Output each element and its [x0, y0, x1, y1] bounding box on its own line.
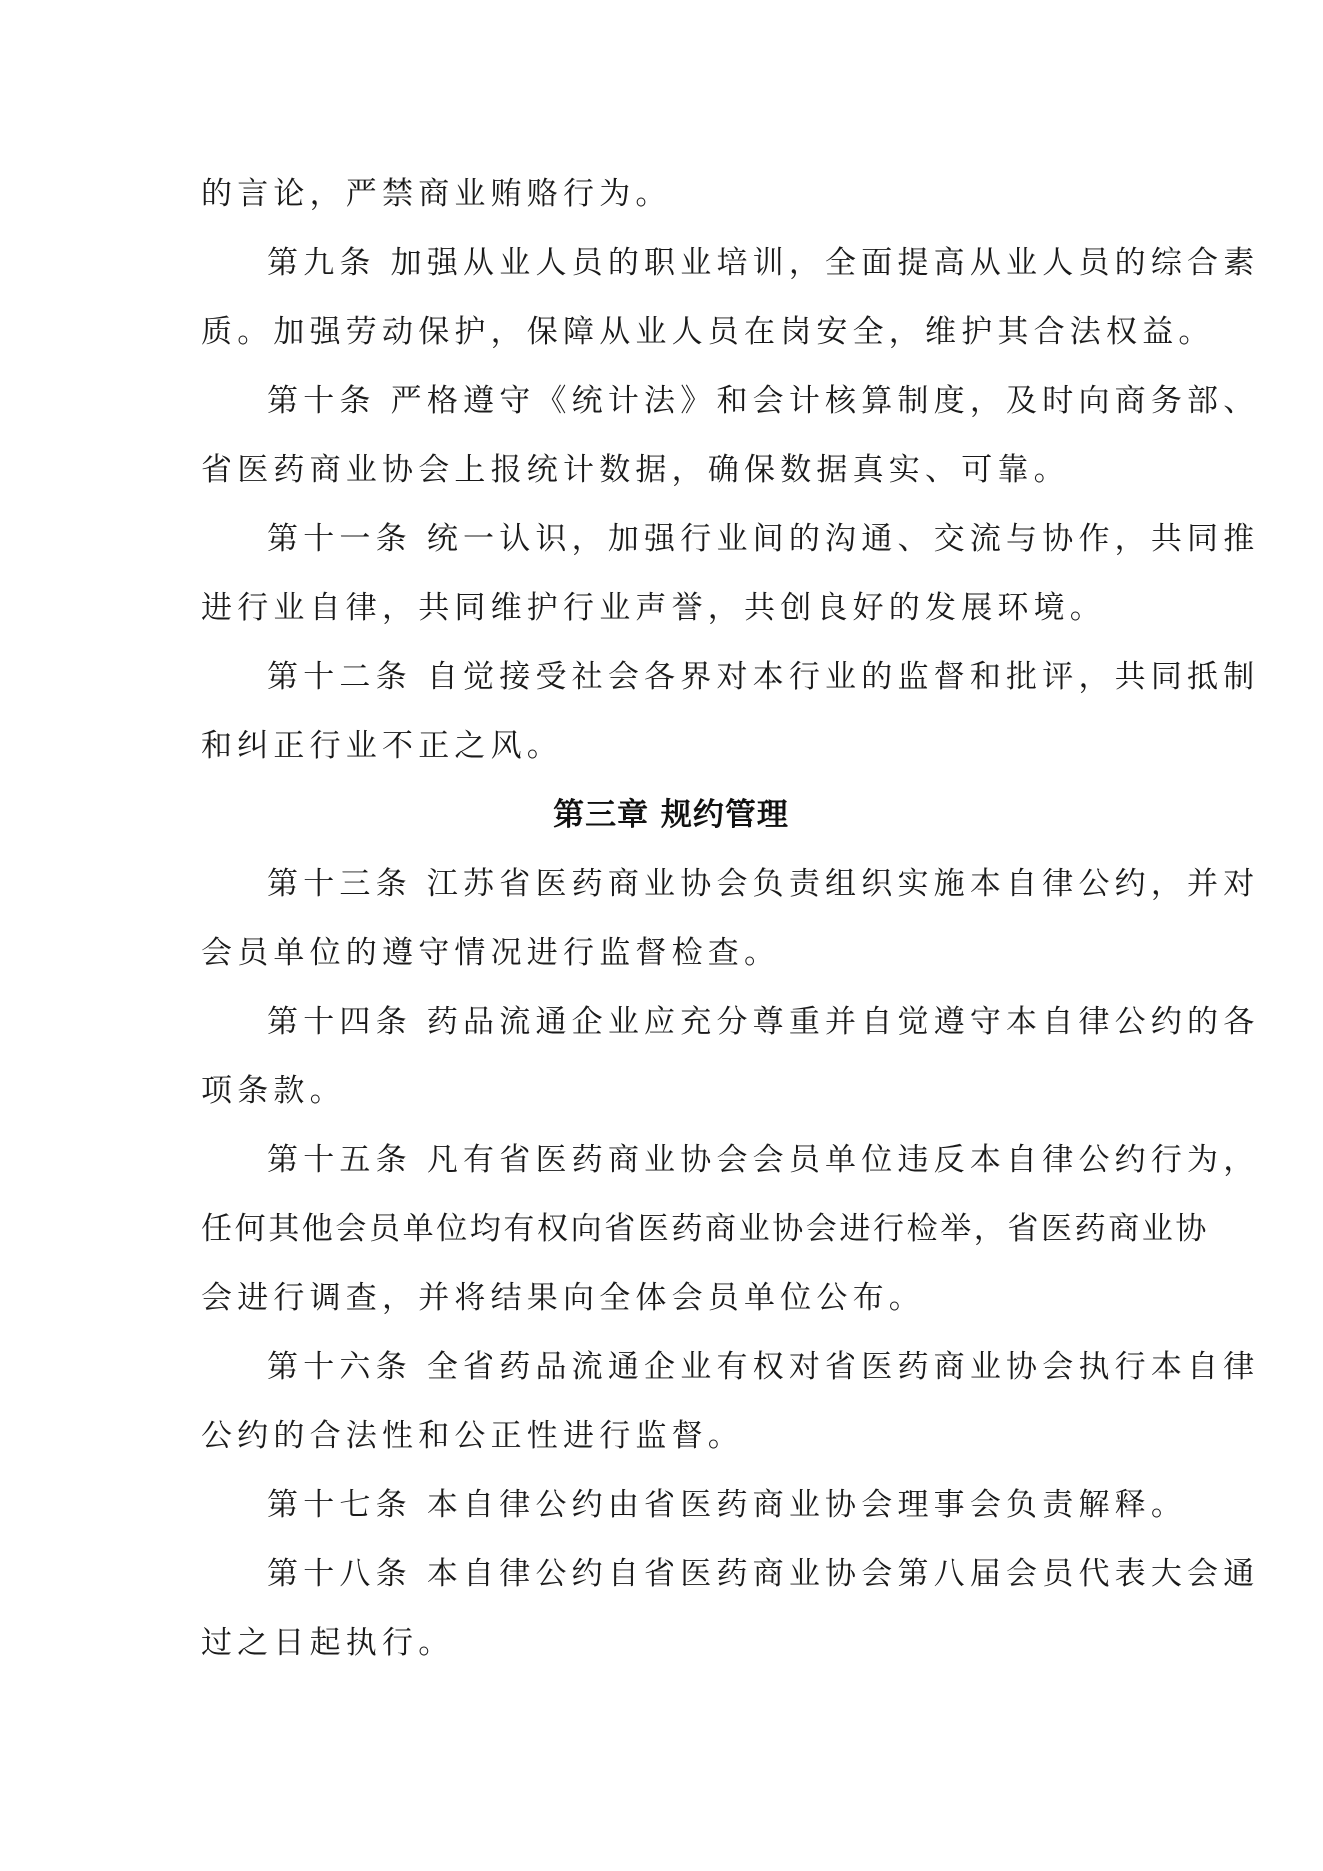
article-12-line-1: 第十二条 自觉接受社会各界对本行业的监督和批评，共同抵制 — [267, 659, 1260, 695]
article-14-line-2: 项条款。 — [201, 1073, 346, 1109]
article-10-line-2: 省医药商业协会上报统计数据，确保数据真实、可靠。 — [201, 452, 1070, 488]
article-17-line-1: 第十七条 本自律公约由省医药商业协会理事会负责解释。 — [267, 1487, 1188, 1523]
text-line: 的言论，严禁商业贿赂行为。 — [201, 176, 672, 212]
article-15-line-3: 会进行调查，并将结果向全体会员单位公布。 — [201, 1280, 925, 1316]
article-9-line-2: 质。加强劳动保护，保障从业人员在岗安全，维护其合法权益。 — [201, 314, 1215, 350]
article-10-line-1: 第十条 严格遵守《统计法》和会计核算制度，及时向商务部、 — [267, 383, 1260, 419]
document-body — [201, 160, 1260, 1678]
article-16-line-1: 第十六条 全省药品流通企业有权对省医药商业协会执行本自律 — [267, 1349, 1260, 1385]
article-16-line-2: 公约的合法性和公正性进行监督。 — [201, 1418, 744, 1454]
article-9-line-1: 第九条 加强从业人员的职业培训，全面提高从业人员的综合素 — [267, 245, 1260, 281]
article-11-line-2: 进行业自律，共同维护行业声誉，共创良好的发展环境。 — [201, 590, 1106, 626]
article-14-line-1: 第十四条 药品流通企业应充分尊重并自觉遵守本自律公约的各 — [267, 1004, 1260, 1040]
article-15-line-1: 第十五条 凡有省医药商业协会会员单位违反本自律公约行为， — [267, 1142, 1260, 1178]
article-18-line-2: 过之日起执行。 — [201, 1625, 455, 1661]
article-18-line-1: 第十八条 本自律公约自省医药商业协会第八届会员代表大会通 — [267, 1556, 1260, 1592]
article-13-line-1: 第十三条 江苏省医药商业协会负责组织实施本自律公约，并对 — [267, 866, 1260, 902]
article-11-line-1: 第十一条 统一认识，加强行业间的沟通、交流与协作，共同推 — [267, 521, 1260, 557]
article-15-line-2: 任何其他会员单位均有权向省医药商业协会进行检举，省医药商业协 — [201, 1211, 1209, 1247]
chapter-heading: 第三章 规约管理 — [553, 797, 789, 833]
article-12-line-2: 和纠正行业不正之风。 — [201, 728, 563, 764]
article-13-line-2: 会员单位的遵守情况进行监督检查。 — [201, 935, 781, 971]
